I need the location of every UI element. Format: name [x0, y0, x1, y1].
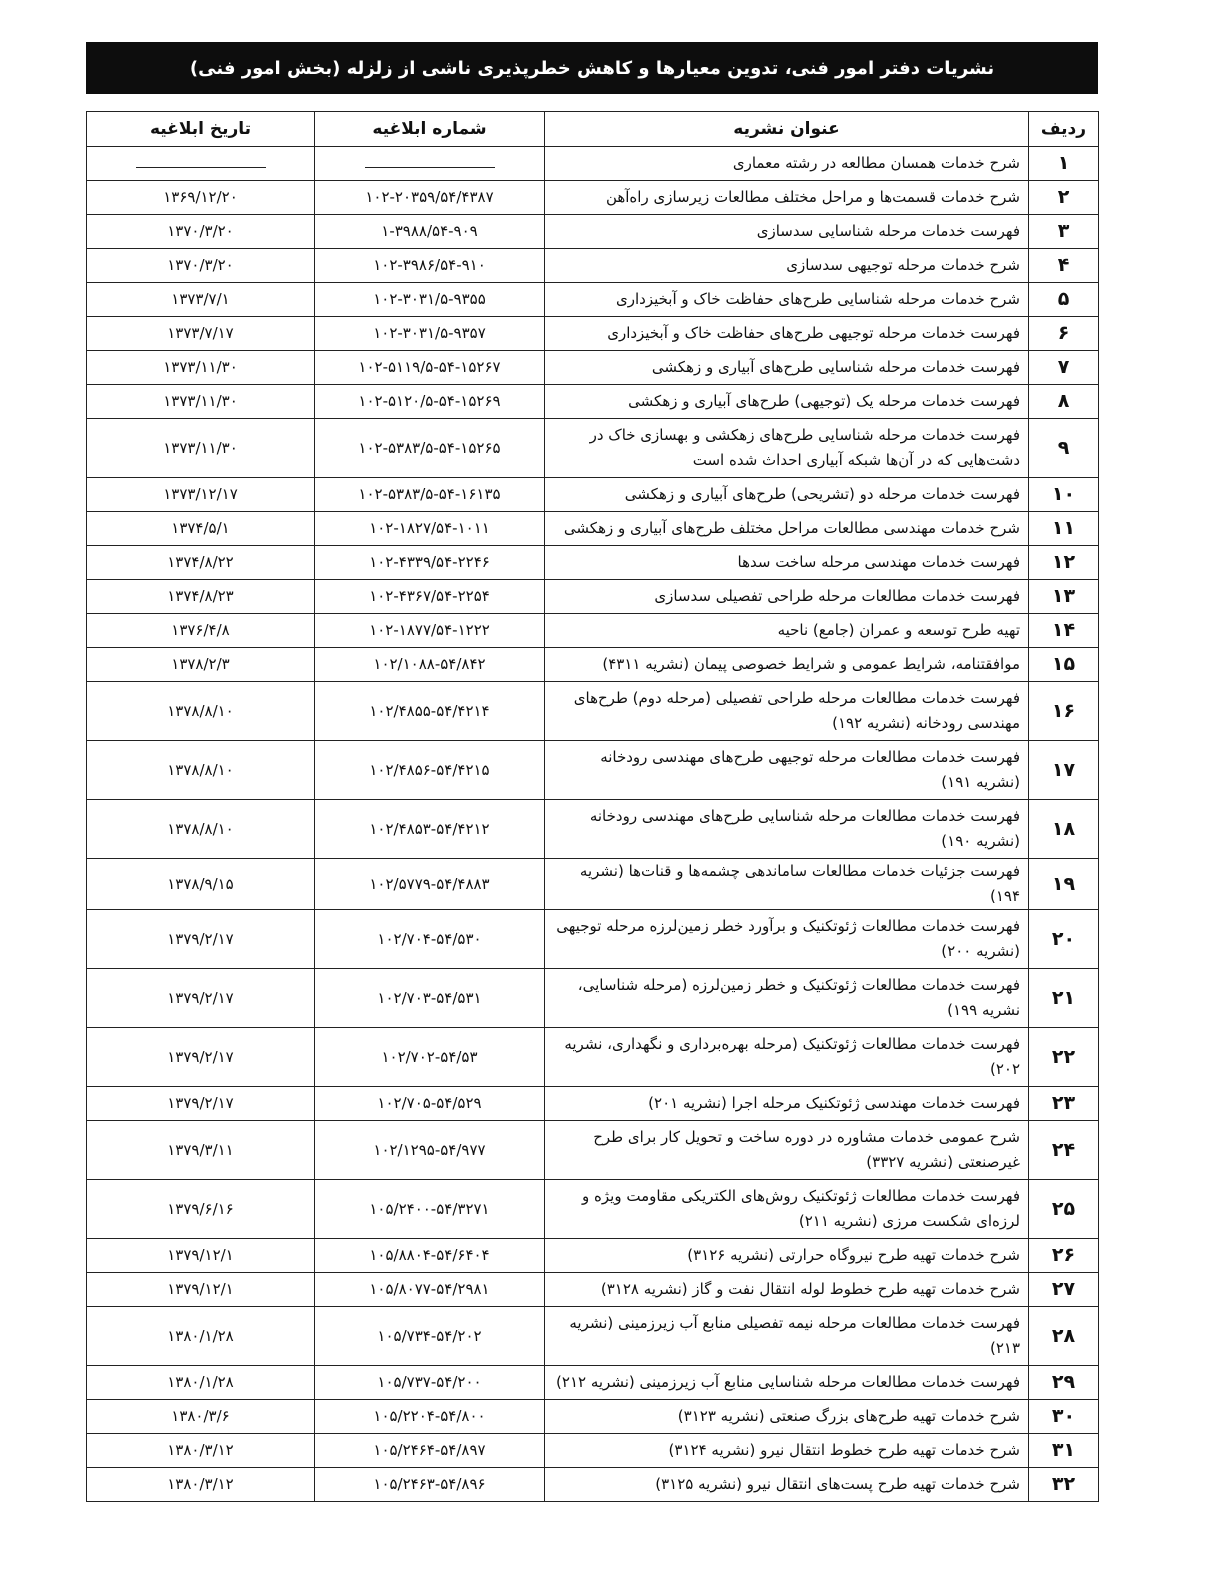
notice-date-cell: ۱۳۷۴/۸/۲۳ — [87, 580, 315, 614]
publication-title-cell: شرح خدمات مرحله شناسایی طرح‌های حفاظت خاک و آبخیزداری — [545, 283, 1029, 317]
publication-title-cell: فهرست خدمات مطالعات مرحله طراحی تفصیلی سدسازی — [545, 580, 1029, 614]
table-row — [87, 741, 1099, 800]
notice-number-cell: ۱۰۵/۸۸۰۴-۵۴/۶۴۰۴ — [315, 1239, 545, 1273]
row-number-cell: ۱۴ — [1029, 614, 1099, 648]
publication-title-cell: فهرست خدمات مطالعات ژئوتکنیک (مرحله بهره‌برداری و نگهداری، نشریه ۲۰۲) — [545, 1028, 1029, 1087]
notice-number-cell: ۱۰۲/۴۸۵۵-۵۴/۴۲۱۴ — [315, 682, 545, 741]
publication-title-cell: شرح خدمات تهیه طرح پست‌های انتقال نیرو (نشریه ۳۱۲۵) — [545, 1468, 1029, 1502]
table-row — [87, 249, 1099, 283]
notice-number-cell: ۱۰۵/۲۴۶۳-۵۴/۸۹۶ — [315, 1468, 545, 1502]
notice-number-cell: ۱۰۲-۴۳۶۷/۵۴-۲۲۵۴ — [315, 580, 545, 614]
publication-title-cell: موافقتنامه، شرایط عمومی و شرایط خصوصی پیمان (نشریه ۴۳۱۱) — [545, 648, 1029, 682]
row-number-cell: ۲۴ — [1029, 1121, 1099, 1180]
table-row — [87, 682, 1099, 741]
row-number-cell: ۳۰ — [1029, 1400, 1099, 1434]
publication-title-cell: فهرست خدمات مرحله توجیهی طرح‌های حفاظت خاک و آبخیزداری — [545, 317, 1029, 351]
table-body — [87, 147, 1099, 1502]
table-header-row — [87, 112, 1099, 147]
row-number-cell: ۲۹ — [1029, 1366, 1099, 1400]
row-number-cell: ۲ — [1029, 181, 1099, 215]
row-number-cell: ۱۸ — [1029, 800, 1099, 859]
publication-title-cell: شرح خدمات مهندسی مطالعات مراحل مختلف طرح‌های آبیاری و زهکشی — [545, 512, 1029, 546]
notice-date-cell: ۱۳۷۶/۴/۸ — [87, 614, 315, 648]
notice-number-cell: ۱۰۵/۲۴۶۴-۵۴/۸۹۷ — [315, 1434, 545, 1468]
table-row — [87, 859, 1099, 910]
publication-title-cell: شرح خدمات تهیه طرح خطوط انتقال نیرو (نشریه ۳۱۲۴) — [545, 1434, 1029, 1468]
publications-table — [86, 111, 1099, 1502]
notice-date-cell: ۱۳۷۹/۲/۱۷ — [87, 910, 315, 969]
publication-title-cell: فهرست خدمات مطالعات ژئوتکنیک روش‌های الکتریکی مقاومت ویژه و لرزه‌ای شکست مرزی (نشریه ۲۱۱) — [545, 1180, 1029, 1239]
column-header-row-number: ردیف — [1029, 112, 1099, 147]
publication-title-cell: شرح خدمات مرحله توجیهی سدسازی — [545, 249, 1029, 283]
publication-title-cell: شرح خدمات قسمت‌ها و مراحل مختلف مطالعات زیرسازی راه‌آهن — [545, 181, 1029, 215]
table-row — [87, 1307, 1099, 1366]
notice-date-cell: ۱۳۷۳/۱۱/۳۰ — [87, 351, 315, 385]
publication-title-cell: فهرست خدمات مرحله شناسایی طرح‌های زهکشی و بهسازی خاک در دشت‌هایی که در آن‌ها شبکه آبیاری احداث شده است — [545, 419, 1029, 478]
table-row — [87, 800, 1099, 859]
table-row — [87, 512, 1099, 546]
publication-title-cell: فهرست خدمات مطالعات مرحله نیمه تفصیلی منابع آب زیرزمینی (نشریه ۲۱۳) — [545, 1307, 1029, 1366]
notice-date-cell: ۱۳۷۸/۹/۱۵ — [87, 859, 315, 910]
row-number-cell: ۵ — [1029, 283, 1099, 317]
row-number-cell: ۲۲ — [1029, 1028, 1099, 1087]
notice-date-cell: ۱۳۷۹/۲/۱۷ — [87, 969, 315, 1028]
notice-number-cell: ۱۰۵/۲۴۰۰-۵۴/۳۲۷۱ — [315, 1180, 545, 1239]
notice-date-cell: ۱۳۶۹/۱۲/۲۰ — [87, 181, 315, 215]
notice-date-cell: ۱۳۷۹/۶/۱۶ — [87, 1180, 315, 1239]
table-row — [87, 1087, 1099, 1121]
table-row — [87, 215, 1099, 249]
notice-date-cell: ۱۳۷۹/۱۲/۱ — [87, 1239, 315, 1273]
row-number-cell: ۴ — [1029, 249, 1099, 283]
table-row — [87, 147, 1099, 181]
table-row — [87, 1366, 1099, 1400]
notice-date-cell: ۱۳۸۰/۱/۲۸ — [87, 1307, 315, 1366]
publications-table-wrapper — [86, 111, 1098, 1502]
row-number-cell: ۷ — [1029, 351, 1099, 385]
table-row — [87, 1239, 1099, 1273]
table-row — [87, 478, 1099, 512]
notice-number-cell: ۱۰۲-۲۰۳۵۹/۵۴/۴۳۸۷ — [315, 181, 545, 215]
table-row — [87, 385, 1099, 419]
page-title-bar — [86, 42, 1098, 94]
publication-title-cell: فهرست خدمات مطالعات ژئوتکنیک و برآورد خطر زمین‌لرزه مرحله توجیهی (نشریه ۲۰۰) — [545, 910, 1029, 969]
notice-number-cell: ۱۰۲-۱۸۲۷/۵۴-۱۰۱۱ — [315, 512, 545, 546]
notice-number-cell: ۱۰۲-۱۸۷۷/۵۴-۱۲۲۲ — [315, 614, 545, 648]
notice-date-cell: ۱۳۷۴/۵/۱ — [87, 512, 315, 546]
notice-number-cell: ۱۰۲-۳۰۳۱/۵-۹۳۵۷ — [315, 317, 545, 351]
notice-date-cell: ۱۳۷۹/۳/۱۱ — [87, 1121, 315, 1180]
row-number-cell: ۱۳ — [1029, 580, 1099, 614]
column-header-notice-number: شماره ابلاغیه — [315, 112, 545, 147]
notice-date-cell: ۱۳۷۳/۱۲/۱۷ — [87, 478, 315, 512]
notice-date-cell: ۱۳۷۹/۱۲/۱ — [87, 1273, 315, 1307]
row-number-cell: ۱۵ — [1029, 648, 1099, 682]
notice-date-cell: ۱۳۷۳/۷/۱ — [87, 283, 315, 317]
table-row — [87, 351, 1099, 385]
table-row — [87, 1121, 1099, 1180]
notice-date-cell: ۱۳۷۴/۸/۲۲ — [87, 546, 315, 580]
notice-date-cell: ۱۳۷۳/۷/۱۷ — [87, 317, 315, 351]
notice-number-cell: ۱۰۲/۷۰۵-۵۴/۵۲۹ — [315, 1087, 545, 1121]
row-number-cell: ۱۰ — [1029, 478, 1099, 512]
row-number-cell: ۲۱ — [1029, 969, 1099, 1028]
row-number-cell: ۱۱ — [1029, 512, 1099, 546]
notice-number-cell: ۱۰۲/۴۸۵۶-۵۴/۴۲۱۵ — [315, 741, 545, 800]
row-number-cell: ۲۶ — [1029, 1239, 1099, 1273]
table-row — [87, 1434, 1099, 1468]
blank-value-line — [136, 157, 266, 168]
table-row — [87, 419, 1099, 478]
publication-title-cell: فهرست خدمات مطالعات مرحله طراحی تفصیلی (مرحله دوم) طرح‌های مهندسی رودخانه (نشریه ۱۹۲) — [545, 682, 1029, 741]
notice-number-cell: ۱۰۵/۸۰۷۷-۵۴/۲۹۸۱ — [315, 1273, 545, 1307]
table-row — [87, 969, 1099, 1028]
notice-date-cell: ۱۳۷۹/۲/۱۷ — [87, 1028, 315, 1087]
publication-title-cell: شرح خدمات تهیه طرح خطوط لوله انتقال نفت و گاز (نشریه ۳۱۲۸) — [545, 1273, 1029, 1307]
publication-title-cell: شرح خدمات همسان مطالعه در رشته معماری — [545, 147, 1029, 181]
publication-title-cell: فهرست خدمات مطالعات مرحله توجیهی طرح‌های مهندسی رودخانه (نشریه ۱۹۱) — [545, 741, 1029, 800]
table-row — [87, 580, 1099, 614]
publication-title-cell: فهرست خدمات مطالعات ژئوتکنیک و خطر زمین‌لرزه (مرحله شناسایی، نشریه ۱۹۹) — [545, 969, 1029, 1028]
table-row — [87, 648, 1099, 682]
publication-title-cell: شرح خدمات تهیه طرح نیروگاه حرارتی (نشریه ۳۱۲۶) — [545, 1239, 1029, 1273]
notice-number-cell: ۱۰۵/۲۲۰۴-۵۴/۸۰۰ — [315, 1400, 545, 1434]
column-header-notice-date: تاریخ ابلاغیه — [87, 112, 315, 147]
notice-number-cell: ۱۰۲-۵۱۲۰/۵-۵۴-۱۵۲۶۹ — [315, 385, 545, 419]
notice-number-cell: ۱۰۲-۴۳۳۹/۵۴-۲۲۴۶ — [315, 546, 545, 580]
publication-title-cell: فهرست خدمات مطالعات مرحله شناسایی طرح‌های مهندسی رودخانه (نشریه ۱۹۰) — [545, 800, 1029, 859]
table-row — [87, 283, 1099, 317]
row-number-cell: ۳ — [1029, 215, 1099, 249]
notice-number-cell: ۱۰۲-۵۱۱۹/۵-۵۴-۱۵۲۶۷ — [315, 351, 545, 385]
row-number-cell: ۶ — [1029, 317, 1099, 351]
notice-date-cell — [87, 147, 315, 181]
column-header-title: عنوان نشریه — [545, 112, 1029, 147]
publication-title-cell: فهرست خدمات مرحله شناسایی سدسازی — [545, 215, 1029, 249]
row-number-cell: ۱۷ — [1029, 741, 1099, 800]
notice-number-cell: ۱۰۲-۳۰۳۱/۵-۹۳۵۵ — [315, 283, 545, 317]
publication-title-cell: تهیه طرح توسعه و عمران (جامع) ناحیه — [545, 614, 1029, 648]
notice-number-cell: ۱-۳۹۸۸/۵۴-۹۰۹ — [315, 215, 545, 249]
notice-date-cell: ۱۳۷۰/۳/۲۰ — [87, 249, 315, 283]
notice-number-cell: ۱۰۵/۷۳۷-۵۴/۲۰۰ — [315, 1366, 545, 1400]
notice-number-cell: ۱۰۲/۷۰۳-۵۴/۵۳۱ — [315, 969, 545, 1028]
notice-date-cell: ۱۳۷۸/۲/۳ — [87, 648, 315, 682]
row-number-cell: ۱ — [1029, 147, 1099, 181]
notice-date-cell: ۱۳۷۳/۱۱/۳۰ — [87, 419, 315, 478]
row-number-cell: ۱۹ — [1029, 859, 1099, 910]
table-row — [87, 546, 1099, 580]
row-number-cell: ۲۸ — [1029, 1307, 1099, 1366]
table-row — [87, 614, 1099, 648]
notice-date-cell: ۱۳۸۰/۳/۱۲ — [87, 1434, 315, 1468]
publication-title-cell: فهرست خدمات مهندسی مرحله ساخت سدها — [545, 546, 1029, 580]
notice-date-cell: ۱۳۷۸/۸/۱۰ — [87, 741, 315, 800]
row-number-cell: ۳۲ — [1029, 1468, 1099, 1502]
publication-title-cell: شرح خدمات تهیه طرح‌های بزرگ صنعتی (نشریه ۳۱۲۳) — [545, 1400, 1029, 1434]
notice-date-cell: ۱۳۸۰/۳/۶ — [87, 1400, 315, 1434]
publication-title-cell: فهرست خدمات مرحله دو (تشریحی) طرح‌های آبیاری و زهکشی — [545, 478, 1029, 512]
page-title: نشریات دفتر امور فنی، تدوین معیارها و کاهش خطرپذیری ناشی از زلزله (بخش امور فنی) — [189, 57, 995, 79]
notice-number-cell: ۱۰۲/۷۰۲-۵۴/۵۳ — [315, 1028, 545, 1087]
row-number-cell: ۲۳ — [1029, 1087, 1099, 1121]
publication-title-cell: فهرست خدمات مهندسی ژئوتکنیک مرحله اجرا (نشریه ۲۰۱) — [545, 1087, 1029, 1121]
publication-title-cell: فهرست خدمات مرحله یک (توجیهی) طرح‌های آبیاری و زهکشی — [545, 385, 1029, 419]
notice-date-cell: ۱۳۷۳/۱۱/۳۰ — [87, 385, 315, 419]
notice-number-cell: ۱۰۲/۱۰۸۸-۵۴/۸۴۲ — [315, 648, 545, 682]
row-number-cell: ۱۶ — [1029, 682, 1099, 741]
blank-value-line — [365, 157, 495, 168]
table-row — [87, 1273, 1099, 1307]
notice-date-cell: ۱۳۷۹/۲/۱۷ — [87, 1087, 315, 1121]
notice-number-cell: ۱۰۲-۵۳۸۳/۵-۵۴-۱۶۱۳۵ — [315, 478, 545, 512]
row-number-cell: ۳۱ — [1029, 1434, 1099, 1468]
table-row — [87, 1028, 1099, 1087]
notice-number-cell: ۱۰۵/۷۳۴-۵۴/۲۰۲ — [315, 1307, 545, 1366]
notice-number-cell: ۱۰۲-۳۹۸۶/۵۴-۹۱۰ — [315, 249, 545, 283]
table-row — [87, 317, 1099, 351]
notice-date-cell: ۱۳۷۰/۳/۲۰ — [87, 215, 315, 249]
notice-date-cell: ۱۳۷۸/۸/۱۰ — [87, 682, 315, 741]
publication-title-cell: شرح عمومی خدمات مشاوره در دوره ساخت و تحویل کار برای طرح غیرصنعتی (نشریه ۳۳۲۷) — [545, 1121, 1029, 1180]
row-number-cell: ۲۵ — [1029, 1180, 1099, 1239]
notice-number-cell: ۱۰۲-۵۳۸۳/۵-۵۴-۱۵۲۶۵ — [315, 419, 545, 478]
table-row — [87, 1180, 1099, 1239]
row-number-cell: ۹ — [1029, 419, 1099, 478]
publication-title-cell: فهرست خدمات مرحله شناسایی طرح‌های آبیاری و زهکشی — [545, 351, 1029, 385]
table-row — [87, 1468, 1099, 1502]
publication-title-cell: فهرست جزئیات خدمات مطالعات ساماندهی چشمه‌ها و قنات‌ها (نشریه ۱۹۴) — [545, 859, 1029, 910]
publication-title-cell: فهرست خدمات مطالعات مرحله شناسایی منابع آب زیرزمینی (نشریه ۲۱۲) — [545, 1366, 1029, 1400]
notice-number-cell: ۱۰۲/۴۸۵۳-۵۴/۴۲۱۲ — [315, 800, 545, 859]
row-number-cell: ۲۷ — [1029, 1273, 1099, 1307]
notice-date-cell: ۱۳۷۸/۸/۱۰ — [87, 800, 315, 859]
row-number-cell: ۱۲ — [1029, 546, 1099, 580]
notice-number-cell: ۱۰۲/۷۰۴-۵۴/۵۳۰ — [315, 910, 545, 969]
table-row — [87, 181, 1099, 215]
table-row — [87, 1400, 1099, 1434]
notice-date-cell: ۱۳۸۰/۱/۲۸ — [87, 1366, 315, 1400]
notice-number-cell: ۱۰۲/۱۲۹۵-۵۴/۹۷۷ — [315, 1121, 545, 1180]
table-row — [87, 910, 1099, 969]
notice-number-cell: ۱۰۲/۵۷۷۹-۵۴/۴۸۸۳ — [315, 859, 545, 910]
notice-number-cell — [315, 147, 545, 181]
row-number-cell: ۲۰ — [1029, 910, 1099, 969]
row-number-cell: ۸ — [1029, 385, 1099, 419]
notice-date-cell: ۱۳۸۰/۳/۱۲ — [87, 1468, 315, 1502]
